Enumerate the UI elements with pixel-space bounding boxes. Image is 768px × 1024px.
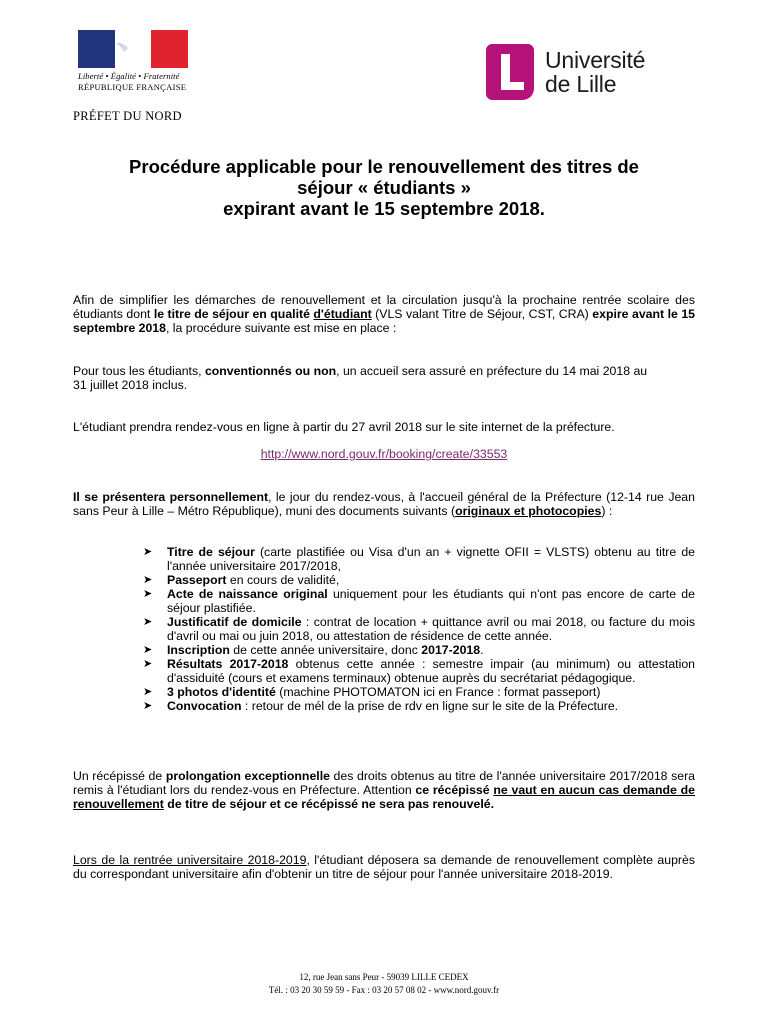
booking-link[interactable]: http://www.nord.gouv.fr/booking/create/33553	[260, 447, 508, 461]
intro-text: Afin de simplifier les démarches de renouvellement et la circulation jusqu'à la prochaine rentrée scolaire des étudiants dont	[73, 293, 695, 321]
arrow-bullet-icon: ➤	[143, 588, 153, 600]
recepisse-paragraph	[73, 769, 695, 811]
accueil-bold: conventionnés ou non	[204, 364, 337, 378]
list-item	[143, 685, 695, 699]
republique-francaise-logo	[78, 30, 190, 92]
title-line1: Procédure applicable pour le renouvellement des titres de	[129, 156, 639, 177]
item-text: (carte plastifiée ou Visa d'un an + vignette OFII = VLSTS) obtenu au titre de l'année universitaire 2017/2018,	[167, 545, 695, 573]
recepisse-bold-3: de titre de séjour et ce récépissé ne sera pas renouvelé.	[163, 797, 495, 811]
item-text: en cours de validité,	[226, 573, 340, 587]
arrow-bullet-icon: ➤	[143, 700, 153, 712]
list-item	[143, 587, 695, 615]
university-line2: de Lille	[545, 71, 617, 97]
prefet-label: PRÉFET DU NORD	[73, 109, 182, 123]
republic-motto: Liberté • Égalité • Fraternité	[78, 71, 180, 81]
item-bold: 3 photos d'identité	[167, 685, 276, 699]
item-bold: Titre de séjour	[167, 545, 255, 559]
intro-text-3: , la procédure suivante est mise en place :	[165, 321, 397, 335]
accueil-paragraph	[73, 364, 695, 392]
arrow-bullet-icon: ➤	[143, 616, 153, 628]
intro-bold-underline: d'étudiant	[313, 307, 372, 321]
item-text: de cette année universitaire, donc	[229, 643, 422, 657]
item-text: obtenus cette année : semestre impair (au minimum) ou attestation d'assiduité (cours et examens terminaux) obtenue auprès du secrétariat pédagogique.	[167, 657, 696, 685]
list-item	[143, 573, 695, 587]
arrow-bullet-icon: ➤	[143, 574, 153, 586]
intro-bold: le titre de séjour en qualité	[153, 307, 314, 321]
item-text: uniquement pour les étudiants qui n'ont pas encore de carte de séjour plastifiée.	[167, 587, 695, 615]
universite-lille-logo	[486, 44, 645, 100]
presentation-paragraph	[73, 490, 695, 518]
documents-list	[143, 545, 695, 713]
recepisse-bold-2: ce récépissé	[415, 783, 494, 797]
arrow-bullet-icon: ➤	[143, 658, 153, 670]
item-bold: Acte de naissance original	[167, 587, 328, 601]
universite-lille-mark-icon	[486, 44, 534, 100]
footer-contact: Tél. : 03 20 30 59 59 - Fax : 03 20 57 08 02 - www.nord.gouv.fr	[268, 985, 500, 995]
rentree-text: , l'étudiant déposera sa demande de renouvellement complète auprès du correspondant universitaire afin d'obtenir un titre de séjour pour l'année universitaire 2018-2019.	[73, 853, 695, 881]
item-bold: Convocation	[167, 699, 242, 713]
list-item	[143, 657, 695, 685]
list-item	[143, 699, 695, 713]
item-text: : contrat de location + quittance avril ou mai 2018, ou facture du mois d'avril ou mai ou juin 2018, ou attestation de résidence de cette année.	[167, 615, 695, 643]
presentation-text: , le jour du rendez-vous, à l'accueil général de la Préfecture (12-14 rue Jean sans Peur à Lille – Métro République), muni des documents suivants (	[73, 490, 695, 518]
item-text: (machine PHOTOMATON ici en France : format passeport)	[275, 685, 601, 699]
item-bold-2: 2017-2018	[421, 643, 481, 657]
universite-lille-name	[545, 48, 645, 96]
arrow-bullet-icon: ➤	[143, 546, 153, 558]
title-line2: séjour « étudiants »	[297, 177, 471, 198]
rentree-underline: Lors de la rentrée universitaire 2018-2019	[73, 853, 307, 867]
recepisse-bold-underline: ne vaut en aucun cas demande de renouvellement	[73, 783, 695, 811]
presentation-bold: Il se présentera personnellement	[73, 490, 269, 504]
accueil-text-2: , un accueil sera assuré en préfecture du 14 mai 2018 au	[336, 364, 648, 378]
republic-name: RÉPUBLIQUE FRANÇAISE	[78, 82, 187, 92]
document-title	[60, 156, 708, 219]
presentation-bold-underline: originaux et photocopies	[455, 504, 602, 518]
recepisse-text: Un récépissé de	[73, 769, 166, 783]
rentree-paragraph	[73, 853, 695, 881]
presentation-text-2: ) :	[601, 504, 613, 518]
item-bold: Résultats 2017-2018	[167, 657, 289, 671]
footer-address: 12, rue Jean sans Peur - 59039 LILLE CEDEX	[299, 972, 469, 982]
intro-text-2: (VLS valant Titre de Séjour, CST, CRA)	[371, 307, 593, 321]
item-text: : retour de mél de la prise de rdv en ligne sur le site de la Préfecture.	[241, 699, 619, 713]
marianne-flag-icon	[78, 30, 188, 68]
intro-bold-2: expire avant le 15 septembre 2018	[73, 307, 695, 335]
list-item	[143, 615, 695, 643]
intro-paragraph	[73, 293, 695, 335]
accueil-text: Pour tous les étudiants,	[73, 364, 205, 378]
accueil-text-3: 31 juillet 2018 inclus.	[73, 378, 188, 392]
arrow-bullet-icon: ➤	[143, 686, 153, 698]
rdv-paragraph: L'étudiant prendra rendez-vous en ligne à partir du 27 avril 2018 sur le site internet de la préfecture.	[73, 420, 615, 434]
list-item	[143, 545, 695, 573]
recepisse-text-2: des droits obtenus au titre de l'année universitaire 2017/2018 sera remis à l'étudiant lors du rendez-vous en Préfecture. Attention	[73, 769, 696, 797]
list-item	[143, 643, 695, 657]
rdv-link-line	[73, 447, 695, 461]
item-bold: Justificatif de domicile	[167, 615, 302, 629]
recepisse-bold: prolongation exceptionnelle	[165, 769, 330, 783]
title-line3: expirant avant le 15 septembre 2018.	[223, 198, 545, 219]
item-text-2: .	[480, 643, 484, 657]
university-line1: Université	[545, 47, 646, 73]
arrow-bullet-icon: ➤	[143, 644, 153, 656]
item-bold: Inscription	[167, 643, 230, 657]
item-bold: Passeport	[167, 573, 227, 587]
